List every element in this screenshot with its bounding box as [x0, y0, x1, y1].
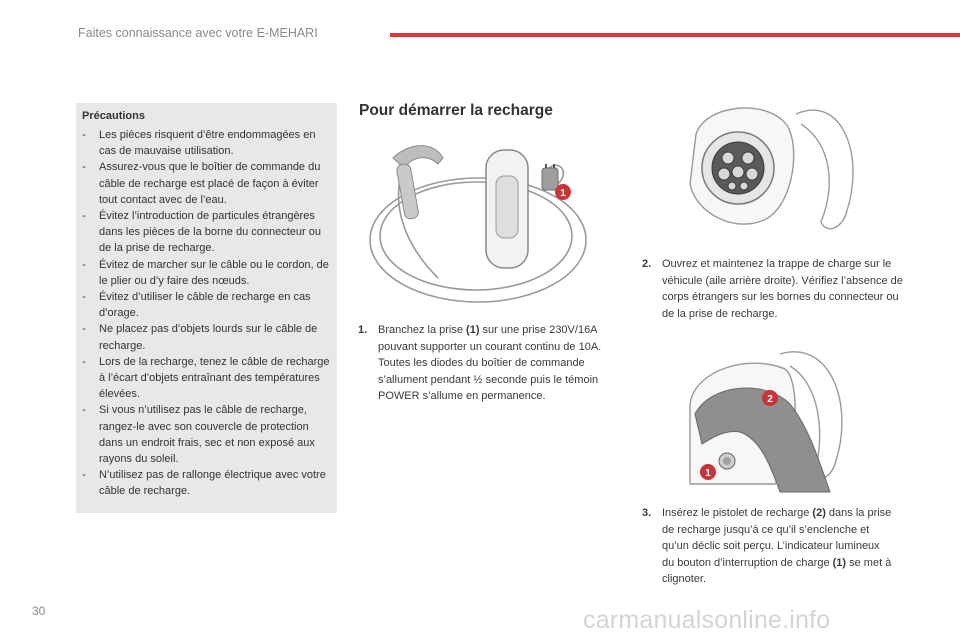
- control-box-icon: [486, 150, 528, 268]
- precaution-item: - Évitez de marcher sur le câble ou le cordon, de le plier ou d’y faire des nœuds.: [82, 258, 329, 287]
- precaution-item: - Évitez l’introduction de particules étrangères dans les pièces de la borne du connecteur ou de la prise de recharge.: [82, 210, 321, 255]
- callout-2-label: 2: [767, 394, 773, 405]
- step-2: [642, 256, 912, 322]
- watermark: carmanualsonline.info: [583, 606, 831, 634]
- charging-flap-illustration: [676, 94, 866, 244]
- wall-plug-icon: [542, 164, 558, 190]
- step-3: [642, 505, 892, 588]
- precaution-item: - Lors de la recharge, tenez le câble de recharge à l’écart d’objets entraînant des températures élevées.: [82, 355, 330, 401]
- precaution-item: - N’utilisez pas de rallonge électrique avec votre câble de recharge.: [82, 469, 326, 498]
- precautions-title: Précautions: [82, 110, 145, 122]
- charging-cable-illustration: [358, 128, 626, 313]
- precaution-item: - Évitez d’utiliser le câble de recharge en cas d’orage.: [82, 291, 311, 320]
- running-header: Faites connaissance avec votre E-MEHARI: [78, 26, 318, 40]
- step-1-number: 1.: [358, 324, 368, 336]
- precaution-item: - Ne placez pas d’objets lourds sur le câble de recharge.: [82, 323, 318, 352]
- step-1-text: Branchez la prise (1) sur une prise 230V/16A pouvant supporter un courant continu de 10A. Toutes les diodes du boîtier de commande s’allument pendant ½ seconde puis le témoin POWER s’allume en permanence.: [378, 324, 602, 402]
- precaution-item: - Si vous n’utilisez pas le câble de recharge, rangez-le avec son couvercle de protection dans un endroit frais, sec et non exposé aux rayons du soleil.: [82, 404, 315, 466]
- precaution-item: - Assurez-vous que le boîtier de commande du câble de recharge est placé de façon à éviter tout contact avec de l’eau.: [82, 161, 321, 206]
- step-2-text: Ouvrez et maintenez la trappe de charge sur le véhicule (aile arrière droite). Vérifiez l’absence de corps étrangers sur les bornes du connecteur ou de la prise de recharge.: [662, 258, 903, 320]
- header-accent-bar: [390, 33, 960, 37]
- page-number: 30: [32, 604, 46, 618]
- section-title: Pour démarrer la recharge: [359, 102, 553, 119]
- step-3-text: Insérez le pistolet de recharge (2) dans la prise de recharge jusqu’à ce qu’il s’enclenche et qu’un déclic soit perçu. L’indicateur lumineux du bouton d’interruption de charge (1) se met à clignoter.: [662, 507, 892, 585]
- charging-gun-illustration: [670, 344, 850, 494]
- step-1: [358, 322, 623, 405]
- callout-1b-label: 1: [705, 468, 711, 479]
- precautions-list: [82, 127, 330, 500]
- step-2-number: 2.: [642, 258, 652, 270]
- callout-1-label: 1: [560, 188, 566, 199]
- precaution-item: - Les pièces risquent d’être endommagées en cas de mauvaise utilisation.: [82, 129, 316, 158]
- step-3-number: 3.: [642, 507, 652, 519]
